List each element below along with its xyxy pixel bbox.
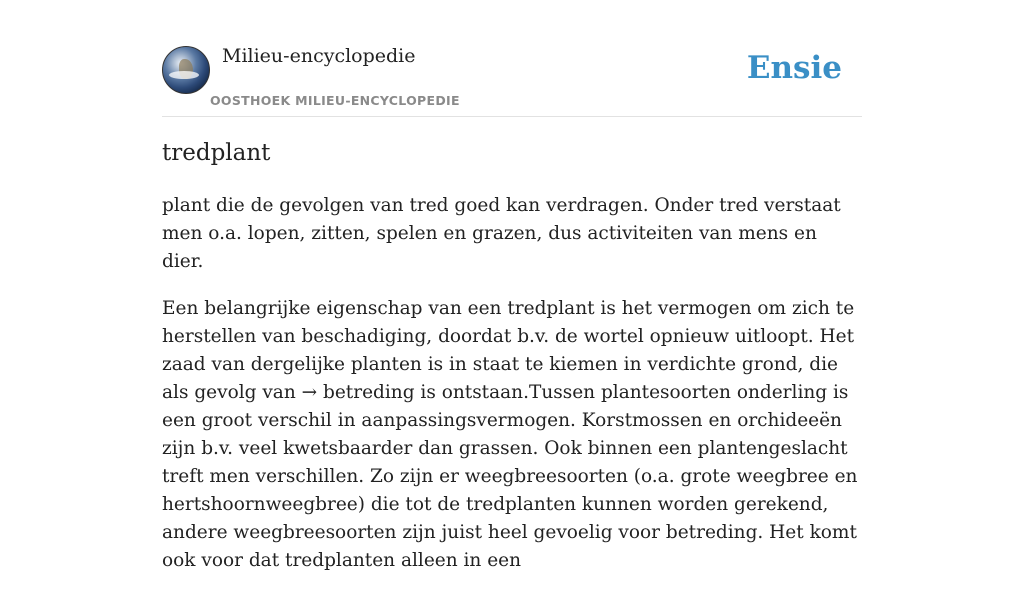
paragraph-definition: plant die de gevolgen van tred goed kan verdragen. Onder tred verstaat men o.a. lopen, zitten, spelen en grazen, dus activiteiten van mens en dier. (162, 195, 841, 272)
article-body (162, 192, 862, 594)
earth-globe-icon[interactable] (162, 46, 210, 94)
site-subtitle: OOSTHOEK MILIEU-ENCYCLOPEDIE (210, 93, 460, 108)
brand-logo[interactable]: Ensie (746, 50, 842, 86)
globe-cloud (169, 71, 199, 79)
paragraph-details: Een belangrijke eigenschap van een tredplant is het vermogen om zich te herstellen van beschadiging, doordat b.v. de wortel opnieuw uitloopt. Het zaad van dergelijke planten is in staat te kiemen in verdichte grond, die als gevolg van → betreding is ontstaan.Tussen plantesoorten onderling is een groot verschil in aanpassingsvermogen. Korstmossen en orchideeën zijn b.v. veel kwetsbaarder dan grassen. Ook binnen een plantengeslacht treft men verschillen. Zo zijn er weegbreesoorten (o.a. grote weegbree en hertshoornweegbree) die tot de tredplanten kunnen worden gerekend, andere weegbreesoorten zijn juist heel gevoelig voor betreding. Het komt ook voor dat tredplanten alleen in een (162, 298, 858, 571)
page-title: tredplant (162, 140, 271, 166)
site-header (162, 0, 862, 117)
site-title[interactable]: Milieu-encyclopedie (222, 45, 416, 67)
